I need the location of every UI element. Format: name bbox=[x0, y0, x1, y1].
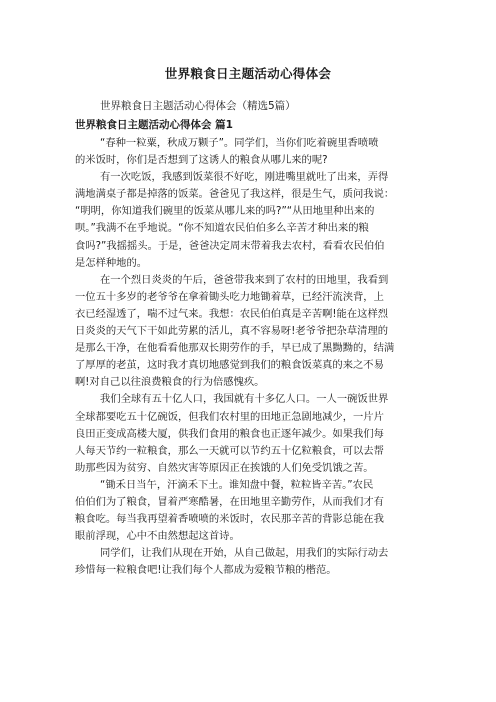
paragraph-line: 衣已经湿透了，喘不过气来。我想：农民伯伯真是辛苦啊!能在这样烈 bbox=[75, 307, 389, 320]
paragraph-line: 良田正变成高楼大厦，供我们食用的粮食也正逐年减少。如果我们每 bbox=[75, 427, 384, 440]
paragraph-line: 同学们，让我们从现在开始，从自己做起，用我们的实际行动去 bbox=[100, 547, 389, 560]
paragraph-line: 满地满桌子都是掉落的饭菜。爸爸见了我这样，很是生气，质问我说： bbox=[75, 188, 395, 201]
paragraph-line: 伯伯们为了粮食，冒着严寒酷暑，在田地里辛勤劳作，从而我们才有 bbox=[75, 495, 384, 508]
paragraph-line: “春种一粒粟，秋成万颗子”。同学们，当你们吃着碗里香喷喷 bbox=[100, 137, 379, 149]
paragraph-line: 粮食吃。每当我再望着香喷喷的米饭时，农民那辛苦的背影总能在我 bbox=[75, 513, 384, 526]
paragraph-line: 珍惜每一粒粮食吧!让我们每个人都成为爱粮节粮的楷范。 bbox=[75, 564, 337, 577]
paragraph-line: 助那些因为贫穷、自然灾害等原因正在挨饿的人们免受饥饿之苦。 bbox=[75, 461, 374, 474]
paragraph-line: “明明，你知道我们碗里的饭菜从哪儿来的吗?”“从田地里种出来的 bbox=[75, 205, 375, 218]
document-subtitle: 世界粮食日主题活动心得体会（精选5篇） bbox=[100, 100, 296, 112]
paragraph-line: 日炎炎的天气下干如此劳累的活儿，真不容易呀!老爷爷把杂草清理的 bbox=[75, 325, 389, 338]
paragraph-line: 人每天节约一粒粮食，那么一天就可以节约五十亿粒粮食，可以去帮 bbox=[75, 444, 384, 457]
paragraph-line: 的米饭时，你们是否想到了这诱人的粮食从哪儿来的呢? bbox=[75, 154, 328, 167]
paragraph-line: 是那么干净，在他看看他那双长期劳作的手，早已成了黑黝黝的，结满 bbox=[75, 342, 395, 355]
paragraph-line: 呗。”我满不在乎地说。“你不知道农民伯伯多么辛苦才种出来的粮 bbox=[75, 222, 369, 235]
section-heading: 世界粮食日主题活动心得体会 篇1 bbox=[75, 119, 233, 131]
paragraph-line: 食吗?”我摇摇头。于是，爸爸决定周末带着我去农村，看看农民伯伯 bbox=[75, 239, 385, 252]
paragraph-line: 了厚厚的老茧，这时我才真切地感觉到我们的粮食饭菜真的来之不易 bbox=[75, 359, 384, 372]
article-body bbox=[75, 135, 430, 579]
paragraph-line: 是怎样种地的。 bbox=[75, 256, 148, 269]
paragraph-line: 我们全球有五十亿人口，我国就有十多亿人口。一人一碗饭世界 bbox=[100, 393, 389, 406]
paragraph-line: 有一次吃饭，我感到饭菜很不好吃，刚进嘴里就吐了出来，弄得 bbox=[100, 171, 389, 184]
paragraph-line: 在一个烈日炎炎的午后，爸爸带我来到了农村的田地里，我看到 bbox=[100, 273, 389, 286]
paragraph-line: 啊!对自己以往浪费粮食的行为倍感愧疚。 bbox=[75, 376, 265, 389]
paragraph-line: 全球都要吃五十亿碗饭，但我们农村里的田地正急剧地减少，一片片 bbox=[75, 410, 384, 423]
document-title: 世界粮食日主题活动心得体会 bbox=[164, 66, 332, 81]
paragraph-line: 眼前浮现，心中不由然想起这首诗。 bbox=[75, 530, 240, 543]
paragraph-line: “锄禾日当午，汗滴禾下土。谁知盘中餐，粒粒皆辛苦。”农民 bbox=[100, 478, 374, 491]
paragraph-line: 一位五十多岁的老爷爷在拿着锄头吃力地锄着草，已经汗流浃背，上 bbox=[75, 290, 384, 303]
